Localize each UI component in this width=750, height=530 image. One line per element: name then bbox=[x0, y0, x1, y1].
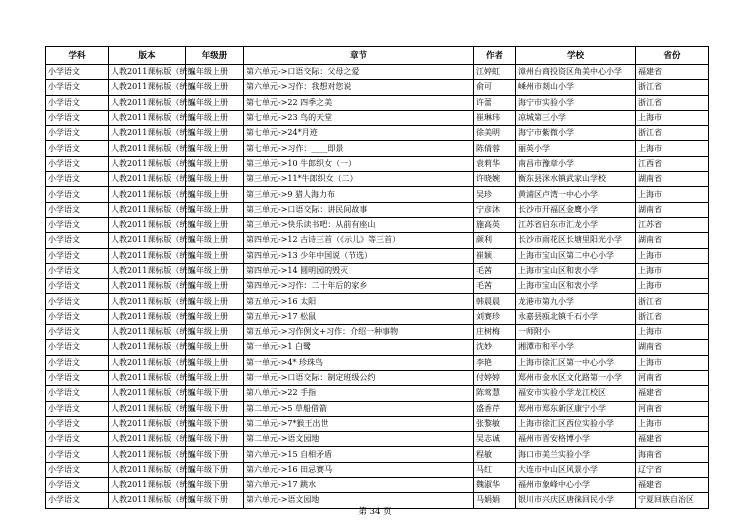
cell-subject: 小学语文 bbox=[46, 263, 109, 278]
cell-subject: 小学语文 bbox=[46, 80, 109, 95]
cell-school: 凉城第三小学 bbox=[516, 110, 636, 125]
cell-school: 海口市美兰实验小学 bbox=[516, 447, 636, 462]
cell-chapter: 第四单元->12 古诗三首（《示儿》等三首） bbox=[244, 233, 474, 248]
table-row bbox=[46, 187, 709, 202]
cell-subject: 小学语文 bbox=[46, 217, 109, 232]
cell-province: 河南省 bbox=[636, 370, 709, 385]
cell-grade: 五年级上册 bbox=[186, 248, 244, 263]
cell-edition: 人教2011课标版（统编 bbox=[109, 126, 186, 141]
cell-edition: 人教2011课标版（统编 bbox=[109, 325, 186, 340]
cell-edition: 人教2011课标版（统编 bbox=[109, 294, 186, 309]
cell-grade: 五年级上册 bbox=[186, 263, 244, 278]
cell-grade: 五年级上册 bbox=[186, 141, 244, 156]
cell-school: 郑州市金水区文化路第一小学 bbox=[516, 370, 636, 385]
cell-subject: 小学语文 bbox=[46, 493, 109, 508]
cell-grade: 五年级上册 bbox=[186, 309, 244, 324]
cell-province: 浙江省 bbox=[636, 126, 709, 141]
cell-grade: 五年级上册 bbox=[186, 187, 244, 202]
table-row bbox=[46, 416, 709, 431]
header-subject: 学科 bbox=[46, 47, 109, 65]
table-row bbox=[46, 172, 709, 187]
cell-province: 福建省 bbox=[636, 432, 709, 447]
cell-chapter: 第一单元->4* 珍珠鸟 bbox=[244, 355, 474, 370]
cell-province: 上海市 bbox=[636, 325, 709, 340]
cell-province: 上海市 bbox=[636, 187, 709, 202]
cell-author: 宁彦沐 bbox=[474, 202, 516, 217]
cell-author: 韩晨晨 bbox=[474, 294, 516, 309]
cell-edition: 人教2011课标版（统编 bbox=[109, 370, 186, 385]
header-author: 作者 bbox=[474, 47, 516, 65]
cell-author: 许晓婉 bbox=[474, 172, 516, 187]
cell-author: 崔颖 bbox=[474, 248, 516, 263]
cell-subject: 小学语文 bbox=[46, 325, 109, 340]
cell-author: 崔琳玮 bbox=[474, 110, 516, 125]
cell-province: 浙江省 bbox=[636, 95, 709, 110]
cell-province: 上海市 bbox=[636, 416, 709, 431]
table-row bbox=[46, 80, 709, 95]
cell-school: 丽英小学 bbox=[516, 141, 636, 156]
cell-subject: 小学语文 bbox=[46, 202, 109, 217]
cell-chapter: 第六单元->习作：我想对您说 bbox=[244, 80, 474, 95]
cell-grade: 五年级上册 bbox=[186, 279, 244, 294]
cell-chapter: 第六单元->15 自相矛盾 bbox=[244, 447, 474, 462]
cell-province: 上海市 bbox=[636, 279, 709, 294]
cell-edition: 人教2011课标版（统编 bbox=[109, 447, 186, 462]
cell-author: 马娟娟 bbox=[474, 493, 516, 508]
cell-subject: 小学语文 bbox=[46, 110, 109, 125]
cell-edition: 人教2011课标版（统编 bbox=[109, 478, 186, 493]
cell-school: 福州市晋安格博小学 bbox=[516, 432, 636, 447]
cell-subject: 小学语文 bbox=[46, 187, 109, 202]
cell-subject: 小学语文 bbox=[46, 279, 109, 294]
cell-school: 龙港市第九小学 bbox=[516, 294, 636, 309]
cell-school: 江苏省启东市汇龙小学 bbox=[516, 217, 636, 232]
cell-province: 浙江省 bbox=[636, 294, 709, 309]
cell-chapter: 第五单元->17 松鼠 bbox=[244, 309, 474, 324]
cell-grade: 五年级下册 bbox=[186, 401, 244, 416]
cell-grade: 五年级上册 bbox=[186, 325, 244, 340]
cell-chapter: 第二单元->5 草船借箭 bbox=[244, 401, 474, 416]
cell-author: 许蕾 bbox=[474, 95, 516, 110]
cell-grade: 五年级上册 bbox=[186, 65, 244, 80]
cell-author: 颜利 bbox=[474, 233, 516, 248]
table-row bbox=[46, 65, 709, 80]
cell-edition: 人教2011课标版（统编 bbox=[109, 493, 186, 508]
cell-province: 上海市 bbox=[636, 141, 709, 156]
table-row bbox=[46, 447, 709, 462]
cell-edition: 人教2011课标版（统编 bbox=[109, 432, 186, 447]
cell-province: 上海市 bbox=[636, 248, 709, 263]
table-row bbox=[46, 248, 709, 263]
cell-author: 吴志诚 bbox=[474, 432, 516, 447]
cell-author: 毛茜 bbox=[474, 279, 516, 294]
cell-subject: 小学语文 bbox=[46, 447, 109, 462]
cell-subject: 小学语文 bbox=[46, 309, 109, 324]
cell-school: 永嘉县瓯北镇千石小学 bbox=[516, 309, 636, 324]
cell-chapter: 第八单元->22 手指 bbox=[244, 386, 474, 401]
page-number: 第 34 页 bbox=[358, 507, 392, 517]
cell-chapter: 第三单元->口语交际：讲民间故事 bbox=[244, 202, 474, 217]
cell-grade: 五年级上册 bbox=[186, 217, 244, 232]
cell-subject: 小学语文 bbox=[46, 233, 109, 248]
cell-edition: 人教2011课标版（统编 bbox=[109, 217, 186, 232]
cell-author: 程敏 bbox=[474, 447, 516, 462]
table-row bbox=[46, 401, 709, 416]
cell-school: 长沙市开福区金鹰小学 bbox=[516, 202, 636, 217]
cell-edition: 人教2011课标版（统编 bbox=[109, 156, 186, 171]
table-row bbox=[46, 325, 709, 340]
table-row bbox=[46, 294, 709, 309]
cell-school: 海宁市实验小学 bbox=[516, 95, 636, 110]
cell-author: 江婷虹 bbox=[474, 65, 516, 80]
cell-edition: 人教2011课标版（统编 bbox=[109, 80, 186, 95]
cell-subject: 小学语文 bbox=[46, 141, 109, 156]
cell-author: 徐美明 bbox=[474, 126, 516, 141]
cell-province: 宁夏回族自治区 bbox=[636, 493, 709, 508]
cell-grade: 五年级上册 bbox=[186, 80, 244, 95]
cell-school: 黄浦区卢湾一中心小学 bbox=[516, 187, 636, 202]
table-row bbox=[46, 309, 709, 324]
cell-chapter: 第三单元->9 猎人海力布 bbox=[244, 187, 474, 202]
cell-author: 付婷婷 bbox=[474, 370, 516, 385]
table-row bbox=[46, 462, 709, 477]
cell-author: 盛香芹 bbox=[474, 401, 516, 416]
cell-chapter: 第二单元->语文园地 bbox=[244, 432, 474, 447]
cell-school: 银川市兴庆区唐徕回民小学 bbox=[516, 493, 636, 508]
cell-author: 沈妙 bbox=[474, 340, 516, 355]
cell-province: 浙江省 bbox=[636, 80, 709, 95]
cell-author: 俞可 bbox=[474, 80, 516, 95]
cell-grade: 五年级上册 bbox=[186, 355, 244, 370]
cell-edition: 人教2011课标版（统编 bbox=[109, 95, 186, 110]
cell-school: 上海市徐汇区西位实验小学 bbox=[516, 416, 636, 431]
table-row bbox=[46, 279, 709, 294]
cell-province: 海南省 bbox=[636, 447, 709, 462]
cell-chapter: 第三单元->10 牛郎织女（一） bbox=[244, 156, 474, 171]
cell-grade: 五年级下册 bbox=[186, 462, 244, 477]
cell-school: 湘潭市和平小学 bbox=[516, 340, 636, 355]
cell-subject: 小学语文 bbox=[46, 355, 109, 370]
cell-province: 江西省 bbox=[636, 156, 709, 171]
cell-province: 湖南省 bbox=[636, 340, 709, 355]
cell-subject: 小学语文 bbox=[46, 370, 109, 385]
cell-chapter: 第三单元->11*牛郎织女（二） bbox=[244, 172, 474, 187]
cell-grade: 五年级上册 bbox=[186, 172, 244, 187]
cell-school: 福安市实验小学龙江校区 bbox=[516, 386, 636, 401]
header-chapter: 章节 bbox=[244, 47, 474, 65]
cell-edition: 人教2011课标版（统编 bbox=[109, 65, 186, 80]
cell-subject: 小学语文 bbox=[46, 462, 109, 477]
cell-grade: 五年级下册 bbox=[186, 447, 244, 462]
table-row bbox=[46, 386, 709, 401]
cell-edition: 人教2011课标版（统编 bbox=[109, 340, 186, 355]
cell-author: 张黎敏 bbox=[474, 416, 516, 431]
cell-school: 一师附小 bbox=[516, 325, 636, 340]
cell-edition: 人教2011课标版（统编 bbox=[109, 279, 186, 294]
cell-subject: 小学语文 bbox=[46, 478, 109, 493]
cell-chapter: 第七单元->22 四季之美 bbox=[244, 95, 474, 110]
cell-grade: 五年级上册 bbox=[186, 126, 244, 141]
table-row bbox=[46, 110, 709, 125]
cell-edition: 人教2011课标版（统编 bbox=[109, 233, 186, 248]
cell-school: 长沙市雨花区长塘里阳光小学 bbox=[516, 233, 636, 248]
cell-edition: 人教2011课标版（统编 bbox=[109, 462, 186, 477]
cell-subject: 小学语文 bbox=[46, 248, 109, 263]
cell-chapter: 第四单元->14 圆明园的毁灭 bbox=[244, 263, 474, 278]
cell-edition: 人教2011课标版（统编 bbox=[109, 416, 186, 431]
cell-school: 南昌市豫章小学 bbox=[516, 156, 636, 171]
cell-edition: 人教2011课标版（统编 bbox=[109, 187, 186, 202]
table-row bbox=[46, 432, 709, 447]
course-table bbox=[45, 46, 709, 509]
cell-province: 湖南省 bbox=[636, 233, 709, 248]
table-row bbox=[46, 95, 709, 110]
cell-school: 上海市宝山区和衷小学 bbox=[516, 263, 636, 278]
cell-subject: 小学语文 bbox=[46, 401, 109, 416]
cell-grade: 五年级上册 bbox=[186, 95, 244, 110]
cell-chapter: 第二单元->7*猴王出世 bbox=[244, 416, 474, 431]
cell-author: 马红 bbox=[474, 462, 516, 477]
cell-author: 陈莺慧 bbox=[474, 386, 516, 401]
cell-school: 郑州市郑东新区康宁小学 bbox=[516, 401, 636, 416]
cell-province: 河南省 bbox=[636, 401, 709, 416]
cell-grade: 五年级上册 bbox=[186, 110, 244, 125]
cell-province: 上海市 bbox=[636, 355, 709, 370]
cell-chapter: 第四单元->13 少年中国说（节选） bbox=[244, 248, 474, 263]
cell-subject: 小学语文 bbox=[46, 432, 109, 447]
cell-province: 福建省 bbox=[636, 65, 709, 80]
cell-chapter: 第六单元->口语交际：父母之爱 bbox=[244, 65, 474, 80]
cell-grade: 五年级下册 bbox=[186, 478, 244, 493]
table-row bbox=[46, 263, 709, 278]
header-grade: 年级册 bbox=[186, 47, 244, 65]
table-row bbox=[46, 478, 709, 493]
cell-school: 福州市象峰中心小学 bbox=[516, 478, 636, 493]
table-row bbox=[46, 340, 709, 355]
header-province: 省份 bbox=[636, 47, 709, 65]
cell-subject: 小学语文 bbox=[46, 65, 109, 80]
cell-chapter: 第三单元->快乐读书吧：从前有座山 bbox=[244, 217, 474, 232]
cell-edition: 人教2011课标版（统编 bbox=[109, 141, 186, 156]
cell-school: 漳州台商投资区角美中心小学 bbox=[516, 65, 636, 80]
table-row bbox=[46, 126, 709, 141]
cell-grade: 五年级下册 bbox=[186, 493, 244, 508]
cell-edition: 人教2011课标版（统编 bbox=[109, 202, 186, 217]
table-row bbox=[46, 141, 709, 156]
cell-chapter: 第七单元->24*月迹 bbox=[244, 126, 474, 141]
cell-subject: 小学语文 bbox=[46, 386, 109, 401]
table-row bbox=[46, 233, 709, 248]
cell-province: 辽宁省 bbox=[636, 462, 709, 477]
table-row bbox=[46, 355, 709, 370]
cell-chapter: 第六单元->17 跳水 bbox=[244, 478, 474, 493]
cell-grade: 五年级下册 bbox=[186, 432, 244, 447]
cell-province: 上海市 bbox=[636, 263, 709, 278]
cell-chapter: 第一单元->1 白鹭 bbox=[244, 340, 474, 355]
cell-edition: 人教2011课标版（统编 bbox=[109, 172, 186, 187]
cell-chapter: 第七单元->习作：____即景 bbox=[244, 141, 474, 156]
cell-author: 魏淑华 bbox=[474, 478, 516, 493]
header-edition: 版本 bbox=[109, 47, 186, 65]
cell-subject: 小学语文 bbox=[46, 340, 109, 355]
table-row bbox=[46, 202, 709, 217]
cell-author: 袁莉华 bbox=[474, 156, 516, 171]
cell-school: 上海市宝山区第二中心小学 bbox=[516, 248, 636, 263]
cell-edition: 人教2011课标版（统编 bbox=[109, 309, 186, 324]
cell-province: 福建省 bbox=[636, 478, 709, 493]
cell-author: 李艳 bbox=[474, 355, 516, 370]
cell-author: 毛茜 bbox=[474, 263, 516, 278]
cell-edition: 人教2011课标版（统编 bbox=[109, 401, 186, 416]
cell-chapter: 第七单元->23 鸟的天堂 bbox=[244, 110, 474, 125]
cell-subject: 小学语文 bbox=[46, 126, 109, 141]
header-school: 学校 bbox=[516, 47, 636, 65]
cell-author: 陈倩蓉 bbox=[474, 141, 516, 156]
cell-school: 大连市中山区风景小学 bbox=[516, 462, 636, 477]
cell-province: 湖南省 bbox=[636, 172, 709, 187]
cell-grade: 五年级上册 bbox=[186, 156, 244, 171]
cell-subject: 小学语文 bbox=[46, 294, 109, 309]
cell-author: 庄树梅 bbox=[474, 325, 516, 340]
cell-chapter: 第五单元->习作例文+习作：介绍一种事物 bbox=[244, 325, 474, 340]
cell-school: 海宁市紫微小学 bbox=[516, 126, 636, 141]
cell-chapter: 第四单元->习作：二十年后的家乡 bbox=[244, 279, 474, 294]
table-row bbox=[46, 156, 709, 171]
cell-author: 施高英 bbox=[474, 217, 516, 232]
cell-grade: 五年级下册 bbox=[186, 416, 244, 431]
cell-grade: 五年级上册 bbox=[186, 202, 244, 217]
table-row bbox=[46, 217, 709, 232]
cell-chapter: 第六单元->语文园地 bbox=[244, 493, 474, 508]
cell-author: 刘赛珍 bbox=[474, 309, 516, 324]
cell-chapter: 第六单元->16 田忌赛马 bbox=[244, 462, 474, 477]
cell-grade: 五年级上册 bbox=[186, 233, 244, 248]
cell-subject: 小学语文 bbox=[46, 172, 109, 187]
cell-chapter: 第五单元->16 太阳 bbox=[244, 294, 474, 309]
cell-edition: 人教2011课标版（统编 bbox=[109, 386, 186, 401]
cell-school: 嵊州市剡山小学 bbox=[516, 80, 636, 95]
cell-province: 上海市 bbox=[636, 110, 709, 125]
cell-school: 上海市宝山区和衷小学 bbox=[516, 279, 636, 294]
cell-edition: 人教2011课标版（统编 bbox=[109, 355, 186, 370]
table-row bbox=[46, 370, 709, 385]
cell-edition: 人教2011课标版（统编 bbox=[109, 263, 186, 278]
cell-grade: 五年级下册 bbox=[186, 386, 244, 401]
cell-school: 上海市徐汇区第一中心小学 bbox=[516, 355, 636, 370]
table-body bbox=[46, 65, 709, 509]
cell-subject: 小学语文 bbox=[46, 95, 109, 110]
cell-province: 江苏省 bbox=[636, 217, 709, 232]
cell-province: 福建省 bbox=[636, 386, 709, 401]
cell-grade: 五年级上册 bbox=[186, 294, 244, 309]
header-row bbox=[46, 47, 709, 65]
cell-subject: 小学语文 bbox=[46, 156, 109, 171]
cell-subject: 小学语文 bbox=[46, 416, 109, 431]
cell-edition: 人教2011课标版（统编 bbox=[109, 110, 186, 125]
cell-author: 吴珍 bbox=[474, 187, 516, 202]
cell-grade: 五年级上册 bbox=[186, 340, 244, 355]
cell-province: 湖南省 bbox=[636, 202, 709, 217]
cell-school: 衡东县洣水镇武家山学校 bbox=[516, 172, 636, 187]
cell-province: 浙江省 bbox=[636, 309, 709, 324]
cell-grade: 五年级上册 bbox=[186, 370, 244, 385]
cell-chapter: 第一单元->口语交际：制定班级公约 bbox=[244, 370, 474, 385]
cell-edition: 人教2011课标版（统编 bbox=[109, 248, 186, 263]
